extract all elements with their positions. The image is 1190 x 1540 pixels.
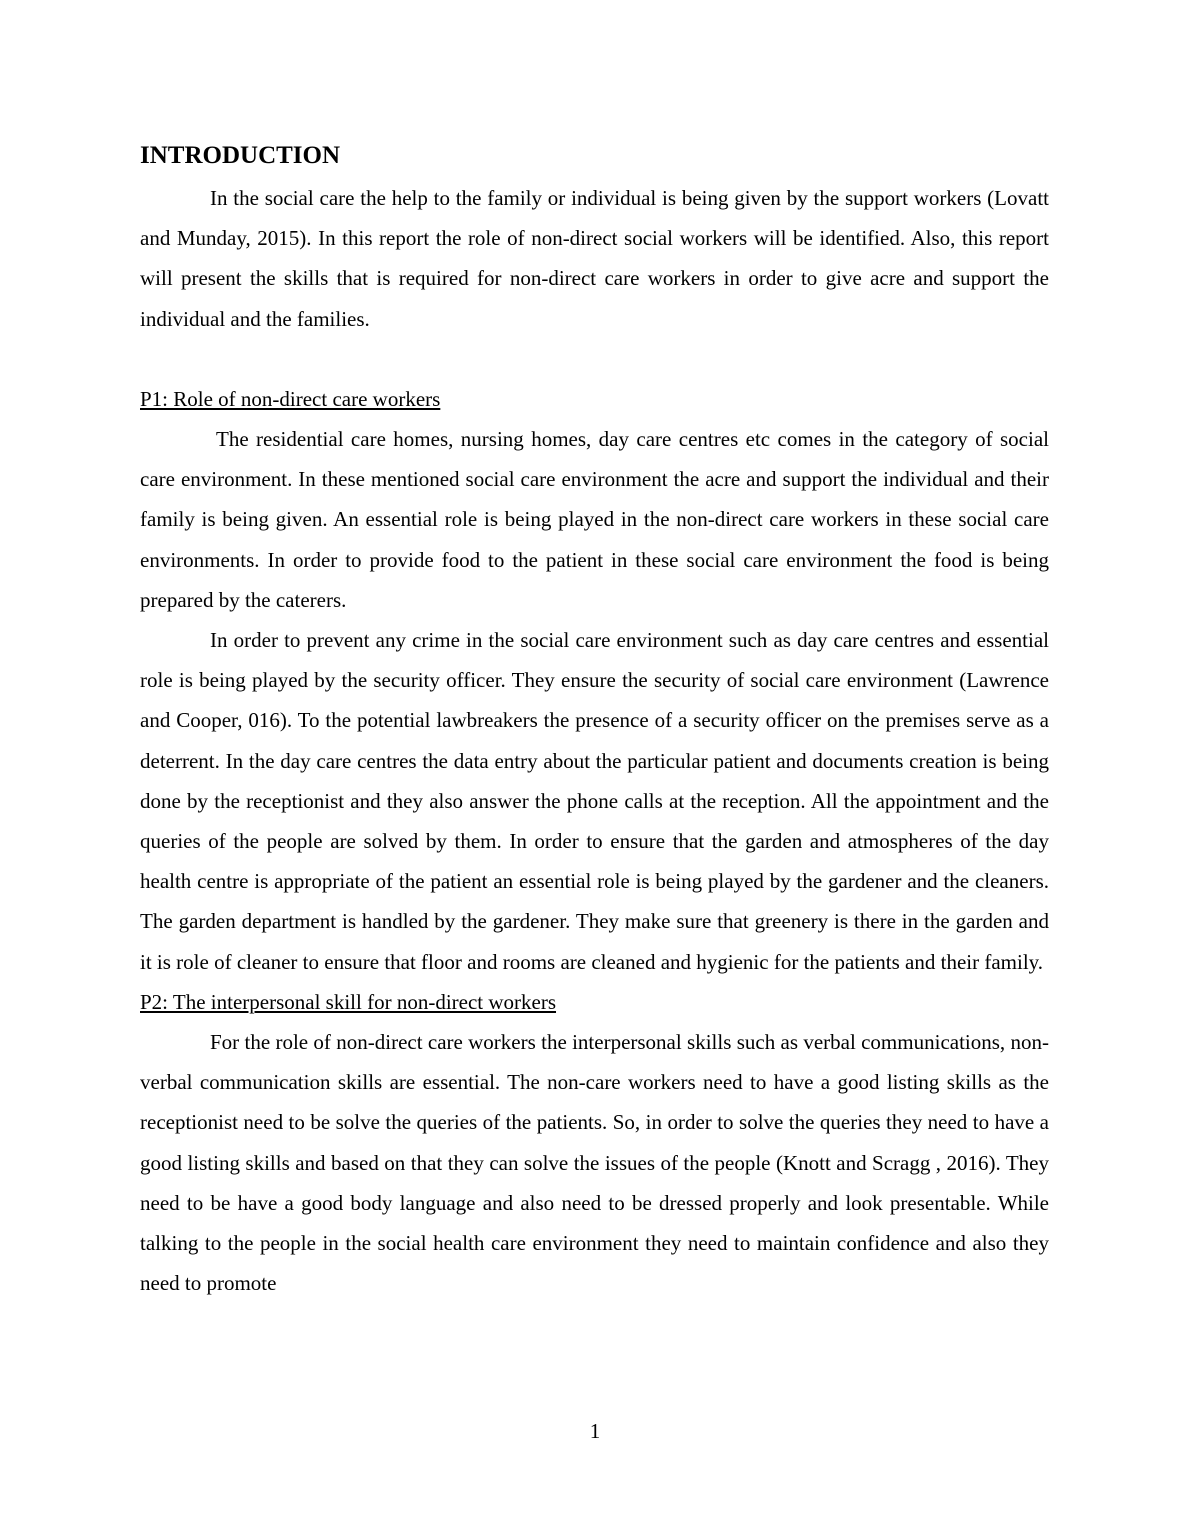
page-number: 1 [589,1419,601,1443]
p1-paragraph-2: In order to prevent any crime in the social care environment such as day care centres and essential role is being played by the security officer. They ensure the security of social care environment (Lawrence and Cooper, 016). To the potential lawbreakers the presence of a security officer on the premises serve as a deterrent. In the day care centres the data entry about the particular patient and documents creation is being done by the receptionist and they also answer the phone calls at the reception. All the appointment and the queries of the people are solved by them. In order to ensure that the garden and atmospheres of the day health centre is appropriate of the patient an essential role is being played by the gardener and the cleaners. The garden department is handled by the gardener. They make sure that greenery is there in the garden and it is role of cleaner to ensure that floor and rooms are cleaned and hygienic for the patients and their family. [140,628,1049,974]
introduction-paragraph: In the social care the help to the family or individual is being given by the support workers (Lovatt and Munday, 2015). In this report the role of non-direct social workers will be identified. Also, this report will present the skills that is required for non-direct care workers in order to give acre and support the individual and the families. [140,186,1049,331]
p2-paragraph-1: For the role of non-direct care workers the interpersonal skills such as verbal communications, non-verbal communication skills are essential. The non-care workers need to have a good listing skills as the receptionist need to be solve the queries of the patients. So, in order to solve the queries they need to have a good listing skills and based on that they can solve the issues of the people (Knott and Scragg , 2016). They need to be have a good body language and also need to be dressed properly and look presentable. While talking to the people in the social health care environment they need to maintain confidence and also they need to promote [140,1030,1049,1296]
introduction-heading: INTRODUCTION [140,142,341,169]
document-page [140,138,1049,1303]
p1-paragraph-1: The residential care homes, nursing homes, day care centres etc comes in the category of social care environment. In these mentioned social care environment the acre and support the individual and their family is being given. An essential role is being played in the non-direct care workers in these social care environments. In order to provide food to the patient in these social care environment the food is being prepared by the caterers. [140,427,1049,612]
section-spacer [140,339,1049,379]
p1-heading: P1: Role of non-direct care workers [140,386,441,411]
p2-heading: P2: The interpersonal skill for non-direct workers [140,989,557,1014]
